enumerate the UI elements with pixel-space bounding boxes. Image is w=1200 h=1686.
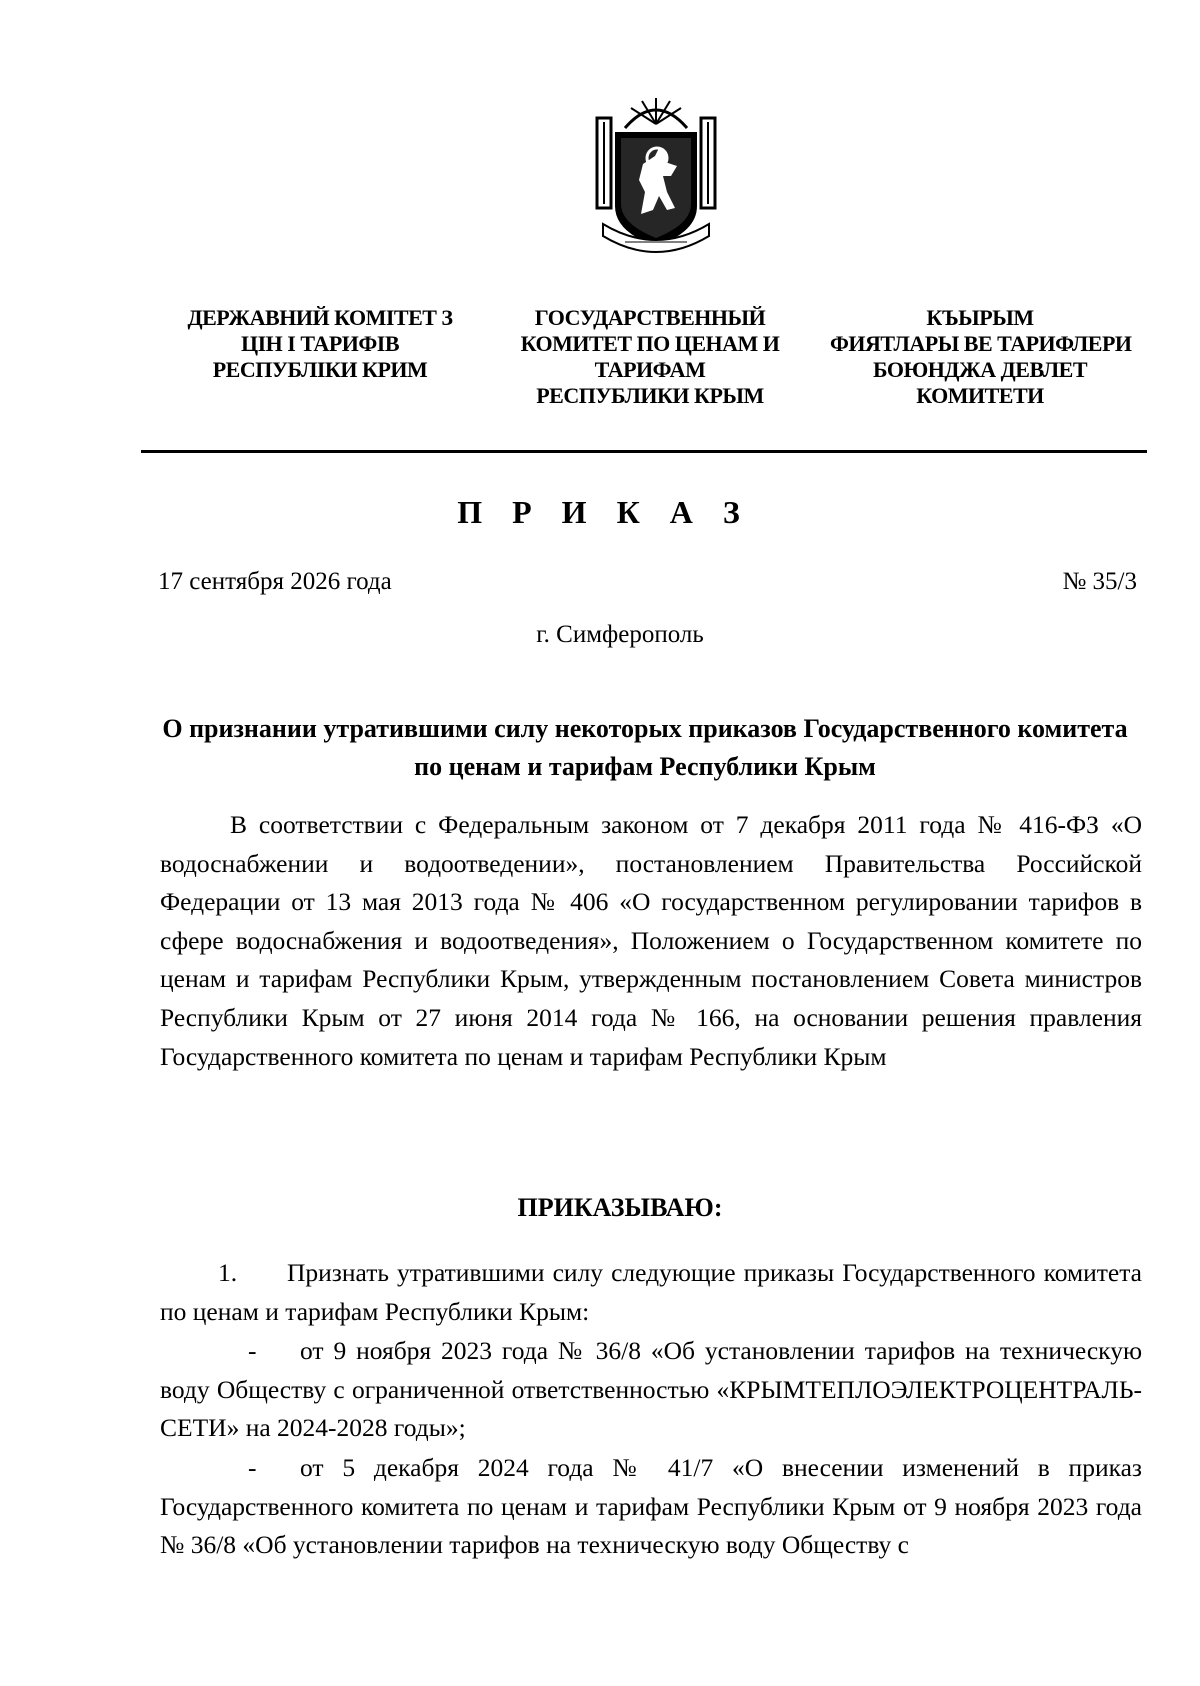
header-line: РЕСПУБЛІКИ КРИМ [212,357,428,382]
item-number: 1. [218,1258,238,1287]
header-line: ДЕРЖАВНИЙ КОМІТЕТ З [187,305,453,330]
header-line: ЦІН І ТАРИФІВ [241,331,399,356]
header-line: КОМИТЕТ ПО ЦЕНАМ И [520,331,780,356]
header-line: ФИЯТЛАРЫ ВЕ ТАРИФЛЕРИ [830,331,1132,356]
header-line: РЕСПУБЛИКИ КРЫМ [536,383,764,408]
document-subject: О признании утратившими силу некоторых приказов Государственного комитета по ценам и тарифам Республики Крым [162,714,1128,781]
order-item-1 [160,1254,1142,1331]
header-line: КЪЫРЫМ [926,305,1034,330]
document-city: г. Симферополь [536,621,704,648]
coat-of-arms-icon [595,96,717,260]
document-number: № 35/3 [1062,568,1137,595]
sub-item-2 [160,1449,1142,1565]
order-heading: ПРИКАЗЫВАЮ: [517,1193,723,1222]
sub-item-text: от 5 декабря 2024 года № 41/7 «О внесении изменений в приказ Государственного комитета по ценам и тарифам Республики Крым от 9 ноября 2023 года № 36/8 «Об установлении тарифов на техническую воду Обществу с [160,1453,1142,1560]
document-title: П Р И К А З [457,494,751,530]
header-crimean-tatar [830,305,1130,409]
header-line: ТАРИФАМ [594,357,706,382]
dash-marker: - [248,1336,257,1365]
document-date: 17 сентября 2026 года [158,568,392,595]
dash-marker: - [248,1453,257,1482]
item-text: Признать утратившими силу следующие приказы Государственного комитета по ценам и тарифам Республики Крым: [160,1258,1142,1326]
header-russian [500,305,800,409]
header-divider [141,450,1147,453]
sub-item-text: от 9 ноября 2023 года № 36/8 «Об установлении тарифов на техническую воду Обществу с ограниченной ответственностью «КРЫМТЕПЛОЭЛЕКТРОЦЕНТРАЛЬ-СЕТИ» на 2024-2028 годы»; [160,1336,1142,1443]
header-line: КОМИТЕТИ [916,383,1044,408]
sub-item-1 [160,1332,1142,1448]
preamble-paragraph: В соответствии с Федеральным законом от 7 декабря 2011 года № 416-ФЗ «О водоснабжении и водоотведении», постановлением Правительства Российской Федерации от 13 мая 2013 года № 406 «О государственном регулировании тарифов в сфере водоснабжения и водоотведения», Положением о Государственном комитете по ценам и тарифам Республики Крым, утвержденным постановлением Совета министров Республики Крым от 27 июня 2014 года № 166, на основании решения правления Государственного комитета по ценам и тарифам Республики Крым [160,810,1142,1071]
header-ukrainian [170,305,470,383]
header-line: ГОСУДАРСТВЕННЫЙ [534,305,766,330]
header-line: БОЮНДЖА ДЕВЛЕТ [872,357,1088,382]
